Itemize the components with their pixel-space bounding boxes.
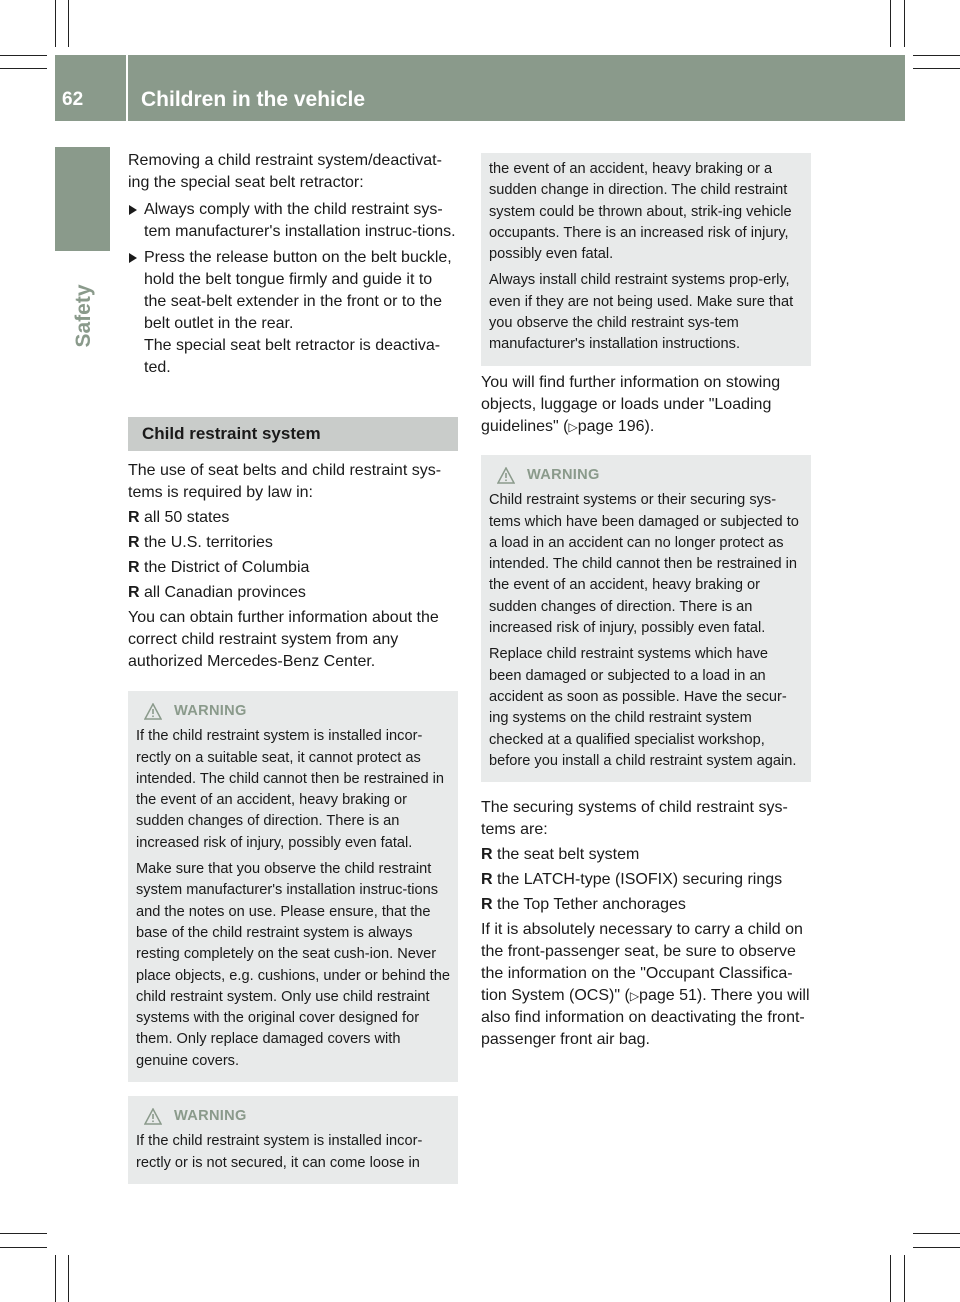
crop-mark: [0, 55, 47, 56]
list-item: [128, 557, 458, 579]
list-item: [128, 507, 458, 529]
page-number: 62: [62, 89, 84, 110]
crop-mark: [0, 68, 47, 69]
list-item: [128, 532, 458, 554]
ocs-text-start: If it is absolutely necessary to carry a child on the front-passenger seat, be sure to observe the information on the "Occupant Classifica-tion System (OCS)" (: [481, 921, 803, 1005]
instruction-step: [128, 247, 458, 379]
page-ref-icon: ▷: [568, 420, 578, 434]
page-ref-icon: ▷: [629, 989, 640, 1004]
crop-mark: [913, 1247, 960, 1248]
crop-mark: [913, 1233, 960, 1234]
list-item-text: the U.S. territories: [144, 534, 273, 551]
crop-mark: [68, 0, 69, 47]
list-item-text: the LATCH-type (ISOFIX) securing rings: [497, 871, 783, 889]
warning-text: If the child restraint system is installed incor-rectly or is not secured, it can come loose in: [136, 1133, 423, 1171]
bullet-icon: R: [128, 559, 140, 576]
step-arrow-icon: [129, 253, 137, 263]
info-text: You can obtain further information about the correct child restraint system from any authorized Mercedes-Benz Center.: [128, 609, 439, 670]
left-column: [128, 150, 458, 1184]
bullet-icon: R: [128, 534, 140, 551]
bullet-icon: R: [481, 871, 493, 889]
warning-box: [128, 691, 458, 1082]
page-ref-link[interactable]: page 196).: [577, 418, 655, 435]
crop-mark: [904, 0, 905, 47]
header-divider: [126, 55, 128, 121]
side-label: Safety: [72, 284, 95, 348]
ocs-text: [481, 919, 811, 1051]
list-item: [128, 582, 458, 604]
warning-header: [497, 465, 803, 486]
warning-title: WARNING: [174, 703, 247, 719]
bullet-icon: R: [128, 584, 140, 601]
warning-text: the event of an accident, heavy braking or a sudden change in direction. The child restraint system could be thrown about, strik-ing vehicle occupants. There is an increased risk of injury, possibly even fatal.: [489, 161, 792, 263]
stowing-text: [481, 372, 811, 438]
warning-box-continued: [481, 153, 811, 366]
crop-mark: [0, 1233, 47, 1234]
list-item-text: the District of Columbia: [144, 559, 310, 576]
list-item: [481, 894, 811, 916]
list-item-text: all Canadian provinces: [144, 584, 306, 601]
list-item-text: all 50 states: [144, 509, 230, 526]
list-item-text: the seat belt system: [497, 846, 640, 864]
warning-triangle-icon: [497, 467, 515, 484]
securing-intro: The securing systems of child restraint sys-tems are:: [481, 799, 788, 839]
list-item-text: the Top Tether anchorages: [497, 896, 686, 914]
warning-header: [144, 1106, 450, 1127]
warning-triangle-icon: [144, 1108, 162, 1125]
crop-mark: [55, 1255, 56, 1302]
crop-mark: [913, 55, 960, 56]
law-intro: The use of seat belts and child restraint sys-tems is required by law in:: [128, 462, 442, 501]
step-text: Press the release button on the belt buckle, hold the belt tongue firmly and guide it to the seat-belt extender in the front or to the belt outlet in the rear.: [144, 249, 452, 332]
intro-text: Removing a child restraint system/deactivat-ing the special seat belt retractor:: [128, 152, 442, 191]
warning-text: Always install child restraint systems prop-erly, even if they are not being used. Make sure that you observe the child restraint sys-tem manufacturer's installation instructions.: [489, 272, 794, 353]
warning-triangle-icon: [144, 703, 162, 720]
section-heading: Child restraint system: [128, 417, 458, 451]
warning-box: [481, 455, 811, 782]
list-item: [481, 869, 811, 891]
chapter-title: Children in the vehicle: [141, 88, 366, 111]
right-column: [481, 372, 811, 1051]
step-arrow-icon: [129, 205, 137, 215]
list-item: [481, 844, 811, 866]
bullet-icon: R: [481, 896, 493, 914]
warning-text: Replace child restraint systems which have been damaged or subjected to a load in an accident as soon as possible. Have the secur-ing systems on the child restraint system checked at a qualified specialist workshop, before you install a child restraint system again.: [489, 646, 797, 769]
bullet-icon: R: [481, 846, 493, 864]
warning-text: Child restraint systems or their securing sys-tems which have been damaged or subjected to a load in an accident can no longer protect as intended. The child cannot then be restrained in the event of an accident, heavy braking or sudden changes of direction. There is an increased risk of injury, possibly even fatal.: [489, 492, 799, 637]
side-tab: [55, 147, 110, 251]
crop-mark: [0, 1247, 47, 1248]
crop-mark: [890, 1255, 891, 1302]
crop-mark: [890, 0, 891, 47]
warning-box: [128, 1096, 458, 1184]
crop-mark: [913, 68, 960, 69]
crop-mark: [55, 0, 56, 47]
warning-text: If the child restraint system is installed incor-rectly on a suitable seat, it cannot protect as intended. The child cannot then be restrained in the event of an accident, heavy braking or sudden changes of direction. There is an increased risk of injury, possibly even fatal.: [136, 728, 445, 851]
warning-title: WARNING: [527, 467, 600, 483]
stowing-text-start: You will find further information on stowing objects, luggage or loads under "Loading guidelines" (: [481, 374, 781, 435]
crop-mark: [68, 1255, 69, 1302]
bullet-icon: R: [128, 509, 140, 526]
step-result: The special seat belt retractor is deactiva-ted.: [144, 337, 441, 376]
instruction-step: [128, 199, 458, 243]
step-text: Always comply with the child restraint sys-tem manufacturer's installation instruc-tions.: [144, 201, 456, 240]
page-ref-link[interactable]: page 51). There you will also find information on deactivating the front-passenger front air bag.: [481, 987, 810, 1049]
warning-text: Make sure that you observe the child restraint system manufacturer's installation instruc-tions and the notes on use. Please ensure, that the base of the child restraint system is always resting completely on the seat cush-ion. Never place objects, e.g. cushions, under or behind the child restraint system. Only use child restraint systems with the original cover designed for them. Only replace damaged covers with genuine covers.: [136, 861, 450, 1069]
warning-title: WARNING: [174, 1108, 247, 1125]
warning-header: [144, 701, 450, 722]
crop-mark: [904, 1255, 905, 1302]
